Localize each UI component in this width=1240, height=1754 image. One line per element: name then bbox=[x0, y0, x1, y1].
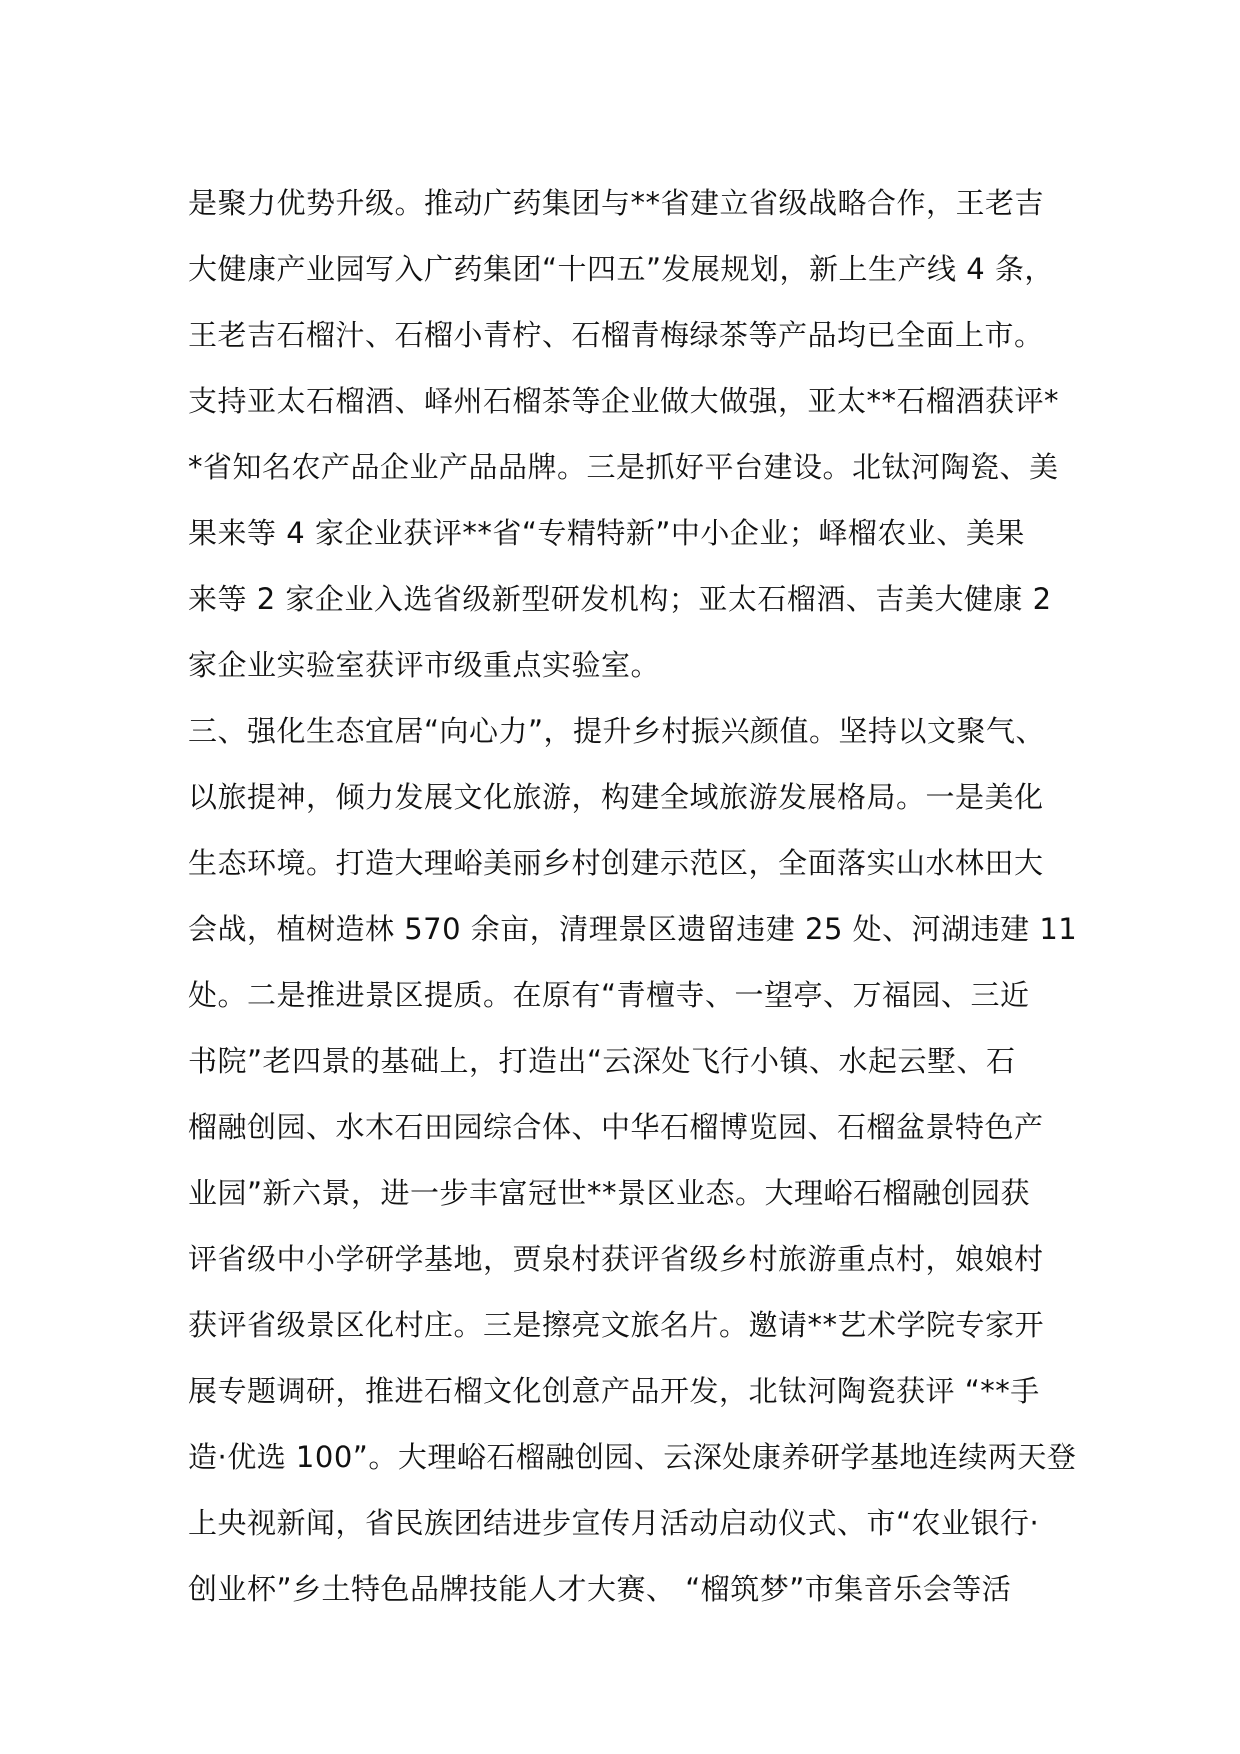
text-line: 获评省级景区化村庄。三是擦亮文旅名片。邀请**艺术学院专家开 bbox=[188, 1308, 1045, 1342]
text-line: 评省级中小学研学基地，贾泉村获评省级乡村旅游重点村，娘娘村 bbox=[188, 1242, 1044, 1276]
text-line: 果来等 4 家企业获评**省“专精特新”中小企业；峄榴农业、美果 bbox=[188, 516, 1025, 550]
text-line: 书院”老四景的基础上，打造出“云深处飞行小镇、水起云墅、石 bbox=[188, 1044, 1016, 1078]
text-line: 会战，植树造林 570 余亩，清理景区遗留违建 25 处、河湖违建 11 bbox=[188, 912, 1078, 946]
text-line: 来等 2 家企业入选省级新型研发机构；亚太石榴酒、吉美大健康 2 bbox=[188, 582, 1052, 616]
text-line: 展专题调研，推进石榴文化创意产品开发，北钛河陶瓷获评 “**手 bbox=[188, 1374, 1040, 1408]
text-line: 生态环境。打造大理峪美丽乡村创建示范区，全面落实山水林田大 bbox=[188, 846, 1044, 880]
text-line: 大健康产业园写入广药集团“十四五”发展规划，新上生产线 4 条， bbox=[188, 252, 1054, 286]
text-line: 处。二是推进景区提质。在原有“青檀寺、一望亭、万福园、三近 bbox=[188, 978, 1030, 1012]
text-line: 造·优选 100”。大理峪石榴融创园、云深处康养研学基地连续两天登 bbox=[188, 1440, 1077, 1474]
text-line: 创业杯”乡土特色品牌技能人才大赛、 “榴筑梦”市集音乐会等活 bbox=[188, 1572, 1012, 1606]
text-line: 家企业实验室获评市级重点实验室。 bbox=[188, 648, 661, 682]
text-line: 王老吉石榴汁、石榴小青柠、石榴青梅绿茶等产品均已全面上市。 bbox=[188, 318, 1044, 352]
text-line: 支持亚太石榴酒、峄州石榴茶等企业做大做强，亚太**石榴酒获评* bbox=[188, 384, 1060, 418]
text-line: 上央视新闻，省民族团结进步宣传月活动启动仪式、市“农业银行· bbox=[188, 1506, 1040, 1540]
text-line: 业园”新六景，进一步丰富冠世**景区业态。大理峪石榴融创园获 bbox=[188, 1176, 1031, 1210]
text-line: *省知名农产品企业产品品牌。三是抓好平台建设。北钛河陶瓷、美 bbox=[188, 450, 1059, 484]
text-line: 榴融创园、水木石田园综合体、中华石榴博览园、石榴盆景特色产 bbox=[188, 1110, 1044, 1144]
text-line: 是聚力优势升级。推动广药集团与**省建立省级战略合作，王老吉 bbox=[188, 186, 1045, 220]
text-line: 以旅提神，倾力发展文化旅游，构建全域旅游发展格局。一是美化 bbox=[188, 780, 1044, 814]
body-text bbox=[188, 170, 1088, 1622]
section-heading-line: 三、强化生态宜居“向心力”，提升乡村振兴颜值。坚持以文聚气、 bbox=[188, 714, 1046, 748]
